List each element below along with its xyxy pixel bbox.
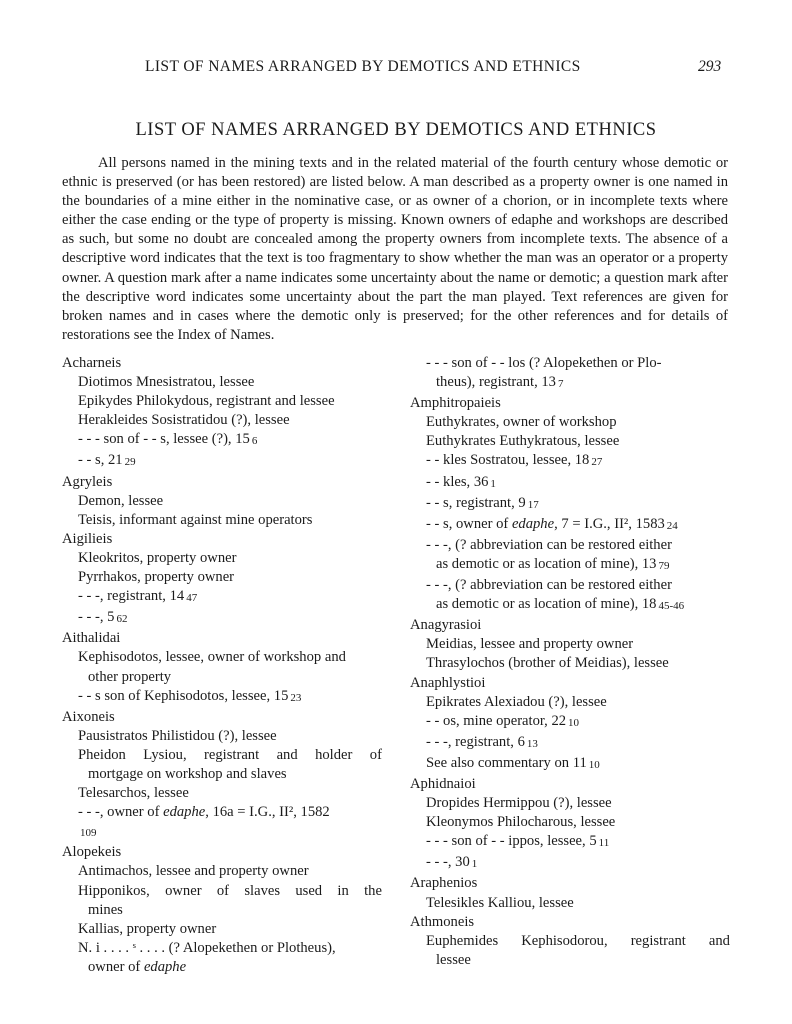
- line-ref: 1: [471, 858, 478, 871]
- list-item: Pyrrhakos, property owner: [78, 569, 235, 586]
- list-item: - - -, (? abbreviation can be restored either: [426, 577, 672, 594]
- page-title: LIST OF NAMES ARRANGED BY DEMOTICS AND ETHNICS: [135, 120, 657, 140]
- list-item: Kephisodotos, lessee, owner of workshop and: [78, 649, 346, 666]
- entry-text: - - - son of - - s, lessee (?), 15: [78, 431, 250, 448]
- list-item: Euthykrates Euthykratous, lessee: [426, 433, 620, 450]
- deme-heading: Anaphlystioi: [410, 674, 486, 691]
- entry-text: - - -, registrant, 6: [426, 733, 525, 750]
- italic-term: edaphe: [163, 804, 206, 821]
- line-ref: 23: [290, 691, 302, 704]
- list-item: Dropides Hermippou (?), lessee: [426, 795, 612, 812]
- list-item: Diotimos Mnesistratou, lessee: [78, 374, 255, 391]
- line-ref: 13: [526, 737, 538, 750]
- entry-text: - - -, 5: [78, 609, 115, 626]
- entry-text: - - s, registrant, 9: [426, 494, 526, 511]
- list-item: [410, 494, 730, 515]
- entry-text: - - -, owner of: [78, 804, 160, 821]
- list-item: Thrasylochos (brother of Meidias), lessee: [426, 655, 669, 672]
- list-item: [410, 853, 730, 874]
- word: Hipponikos,: [78, 882, 150, 899]
- list-item: [62, 803, 382, 822]
- list-item: [62, 451, 382, 472]
- italic-term: edaphe: [143, 958, 187, 975]
- list-item: [410, 451, 730, 472]
- list-item: Meidias, lessee and property owner: [426, 636, 634, 653]
- word: and: [708, 932, 730, 949]
- word: owner: [165, 882, 202, 899]
- line-ref: 109: [80, 827, 97, 840]
- line-ref: 10: [588, 758, 600, 771]
- word: in: [337, 882, 349, 899]
- entry-text: theus), registrant, 13: [436, 374, 556, 391]
- entry-text: - - kles, 36: [426, 473, 489, 490]
- word: registrant: [204, 746, 260, 763]
- word: Euphemides: [426, 932, 499, 949]
- list-item-continuation: [410, 595, 730, 616]
- entry-text: - - s, 21: [78, 452, 123, 469]
- entry-text: , 7 = I.G., II², 1583: [554, 515, 665, 532]
- line-ref: 27: [591, 456, 603, 469]
- list-item: [62, 882, 382, 901]
- list-item: [410, 515, 730, 536]
- entry-text: See also commentary on 11: [426, 754, 587, 771]
- deme-heading: Aithalidai: [62, 630, 121, 647]
- line-ref: 79: [658, 559, 670, 572]
- deme-heading: Amphitropaieis: [410, 395, 501, 412]
- list-item: Antimachos, lessee and property owner: [78, 863, 309, 880]
- list-item: Kleonymos Philocharous, lessee: [426, 814, 616, 831]
- line-ref: 11: [598, 837, 610, 850]
- entry-text: , 16a = I.G., II², 1582: [205, 804, 330, 821]
- word: of: [216, 882, 230, 899]
- list-item: - - -, (? abbreviation can be restored either: [426, 536, 672, 553]
- word: the: [364, 882, 382, 899]
- word: used: [295, 882, 323, 899]
- list-item-continuation: [62, 822, 382, 843]
- deme-heading: Alopekeis: [62, 844, 122, 861]
- list-item: [410, 832, 730, 853]
- list-item: Epikrates Alexiadou (?), lessee: [426, 693, 607, 710]
- list-item: [410, 733, 730, 754]
- list-item-continuation: [410, 373, 730, 394]
- deme-heading: Acharneis: [62, 355, 122, 371]
- page-number: 293: [698, 58, 722, 75]
- list-item: Euthykrates, owner of workshop: [426, 414, 617, 431]
- list-item: [410, 932, 730, 951]
- word: Kephisodorou,: [521, 932, 608, 949]
- entry-text: - - - son of - - ippos, lessee, 5: [426, 833, 597, 850]
- list-item: Telesarchos, lessee: [78, 785, 189, 802]
- word: of: [369, 746, 382, 763]
- list-item: [410, 754, 730, 775]
- line-ref: 10: [568, 716, 580, 729]
- entry-text: - - s son of Kephisodotos, lessee, 15: [78, 687, 289, 704]
- list-item: [62, 608, 382, 629]
- list-item: Telesikles Kalliou, lessee: [426, 894, 574, 911]
- list-item: Pausistratos Philistidou (?), lessee: [78, 727, 277, 744]
- left-column: [62, 354, 382, 977]
- list-item: [410, 473, 730, 494]
- list-item-continuation: other property: [88, 668, 172, 685]
- list-item-continuation: lessee: [436, 951, 471, 968]
- intro-paragraph: All persons named in the mining texts and in the related material of the fourth century whose demotic or ethnic is preserved (or has been restored) are listed below. A man described as a property owner is one named in the boundaries of a mine either in the nominative case, or as owner of a chorion, or in incomplete texts where either the case ending or the type of property is missing. Known owners of edaphe and workshops are described as such, but some no doubt are concealed among the property owners from incomplete texts. The absence of a descriptive word indicates that the text is too fragmentary to show whether the man was an operator or a property owner. A question mark after a name indicates some uncertainty about the name or demotic; a question mark after the descriptive word indicates some uncertainty about the part the man played. Text references are given for broken names and in cases where the demotic only is preserved; for the other references and for details of restorations see the Index of Names.: [62, 155, 728, 343]
- entry-text: as demotic or as location of mine), 18: [436, 596, 657, 613]
- list-item: [410, 712, 730, 733]
- line-ref: 1: [490, 477, 496, 490]
- deme-heading: Aphidnaioi: [410, 775, 476, 792]
- list-item-continuation: [410, 555, 730, 576]
- list-item: Herakleides Sosistratidou (?), lessee: [78, 412, 290, 429]
- list-item-continuation: mortgage on workshop and slaves: [88, 765, 287, 782]
- list-item: Kleokritos, property owner: [78, 549, 237, 566]
- word: and: [276, 746, 298, 763]
- list-item: Epikydes Philokydous, registrant and lessee: [78, 393, 335, 410]
- deme-heading: Aigilieis: [62, 530, 113, 547]
- italic-term: edaphe: [511, 515, 555, 532]
- right-column: [410, 354, 730, 970]
- list-item: Teisis, informant against mine operators: [78, 511, 313, 528]
- deme-heading: Athmoneis: [410, 913, 475, 930]
- entry-text: - - -, 30: [426, 854, 470, 871]
- line-ref: 62: [116, 613, 128, 626]
- entry-text: - - kles Sostratou, lessee, 18: [426, 452, 590, 469]
- list-item: Demon, lessee: [78, 492, 164, 509]
- line-ref: 24: [666, 519, 678, 532]
- entry-text: - - s, owner of: [426, 515, 509, 532]
- line-ref: 7: [557, 378, 564, 391]
- deme-heading: Araphenios: [410, 875, 478, 892]
- list-item: [62, 430, 382, 451]
- deme-heading: Anagyrasioi: [410, 617, 482, 634]
- list-item-continuation: mines: [88, 901, 123, 918]
- line-ref: 47: [186, 592, 198, 605]
- list-item: [62, 587, 382, 608]
- running-head: LIST OF NAMES ARRANGED BY DEMOTICS AND ETHNICS: [145, 58, 581, 75]
- list-item: Kallias, property owner: [78, 920, 217, 937]
- list-item: N. i . . . . ˢ . . . . (? Alopekethen or Plotheus),: [78, 939, 336, 956]
- list-item: - - - son of - - los (? Alopekethen or Plo-: [426, 355, 662, 371]
- line-ref: 45-46: [658, 600, 685, 613]
- word: registrant: [630, 932, 686, 949]
- entry-text: owner of: [88, 958, 141, 975]
- list-item-continuation: [62, 958, 382, 977]
- deme-heading: Aixoneis: [62, 708, 115, 725]
- entry-text: as demotic or as location of mine), 13: [436, 555, 657, 572]
- line-ref: 17: [527, 498, 539, 511]
- word: Lysiou,: [143, 746, 187, 763]
- list-item: [62, 746, 382, 765]
- list-item: [62, 687, 382, 708]
- word: slaves: [244, 882, 281, 899]
- line-ref: 29: [124, 456, 136, 469]
- word: holder: [315, 746, 353, 763]
- line-ref: 6: [251, 435, 258, 448]
- word: Pheidon: [78, 746, 126, 763]
- entry-text: - - os, mine operator, 22: [426, 712, 567, 729]
- entry-text: - - -, registrant, 14: [78, 588, 185, 605]
- deme-heading: Agryleis: [62, 473, 113, 490]
